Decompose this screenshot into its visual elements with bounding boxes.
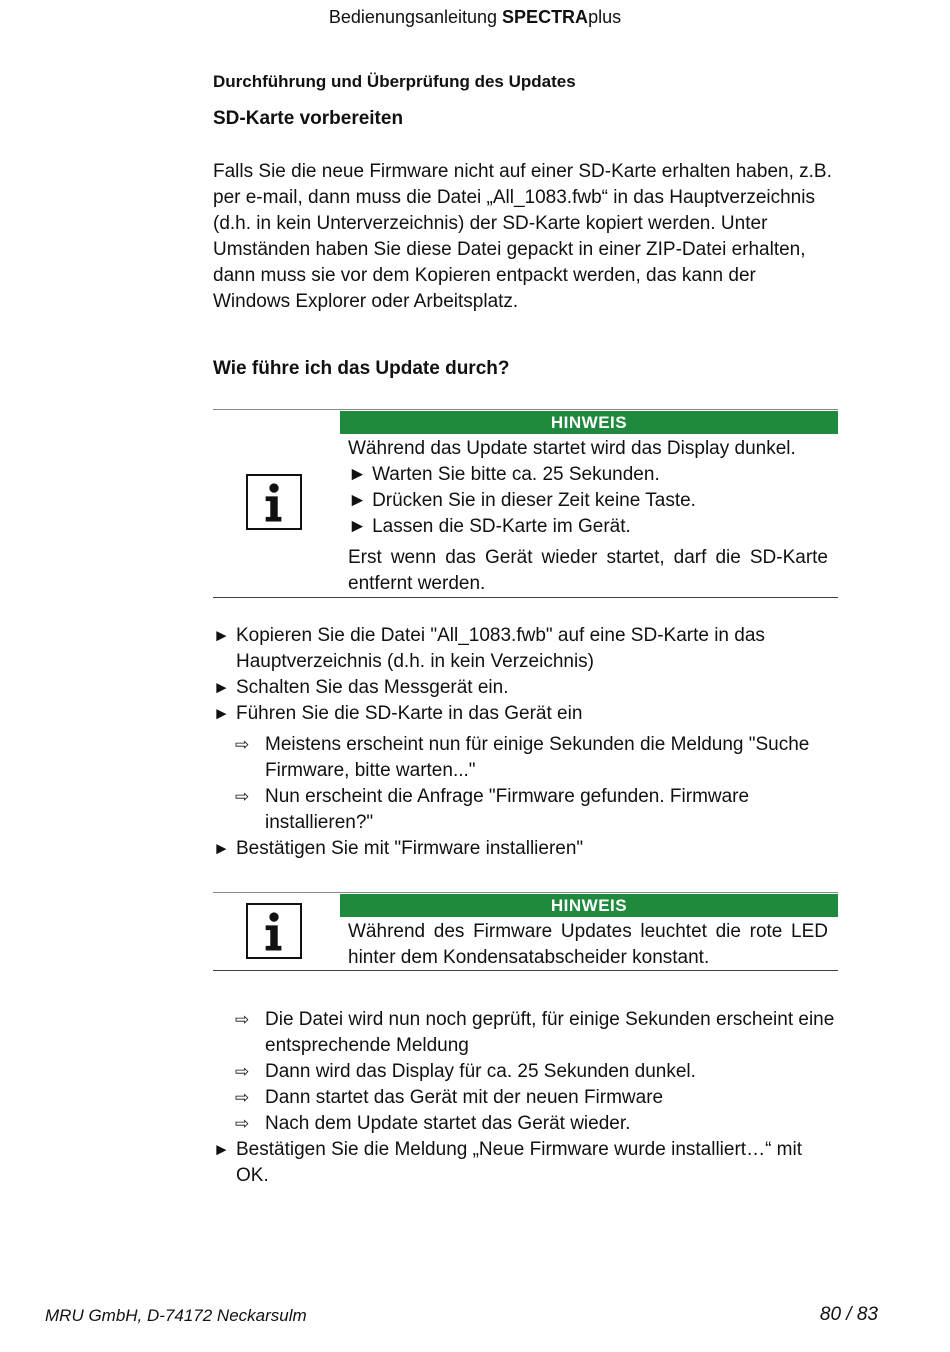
step-text: Bestätigen Sie mit "Firmware installieren" bbox=[236, 838, 584, 859]
result-arrow-icon: ⇨ bbox=[235, 1114, 250, 1133]
notice-label: HINWEIS bbox=[340, 411, 838, 434]
instruction-list-1 bbox=[213, 623, 838, 862]
notice-step: ► Lassen die SD-Karte im Gerät. bbox=[348, 516, 631, 537]
step-item bbox=[213, 1137, 838, 1189]
info-icon bbox=[246, 903, 302, 959]
notice-line: Während das Update startet wird das Display dunkel. bbox=[348, 438, 796, 459]
step-item bbox=[213, 623, 838, 675]
result-item bbox=[213, 732, 838, 784]
result-arrow-icon: ⇨ bbox=[235, 787, 250, 806]
result-item bbox=[213, 1059, 838, 1085]
result-arrow-icon: ⇨ bbox=[235, 1088, 250, 1107]
subsection-title: SD-Karte vorbereiten bbox=[213, 108, 404, 129]
result-text: Die Datei wird nun noch geprüft, für einige Sekunden erscheint eine entsprechende Meldung bbox=[265, 1009, 835, 1056]
result-item bbox=[213, 1111, 838, 1137]
page-number: 80 / 83 bbox=[819, 1304, 878, 1325]
step-marker: ► bbox=[213, 626, 230, 645]
step-text: Bestätigen Sie die Meldung „Neue Firmware wurde installiert…“ mit OK. bbox=[236, 1139, 803, 1186]
notice-box-2 bbox=[213, 892, 838, 971]
footer-company: MRU GmbH, D-74172 Neckarsulm bbox=[45, 1306, 307, 1325]
result-item bbox=[213, 784, 838, 836]
step-marker: ► bbox=[213, 1140, 230, 1159]
step-marker: ► bbox=[213, 704, 230, 723]
intro-paragraph: Falls Sie die neue Firmware nicht auf einer SD-Karte erhalten haben, z.B. per e-mail, dann muss die Datei „All_1083.fwb“ in das Hauptverzeichnis (d.h. in kein Unterverzeichnis) der SD-Karte kopiert werden. Unter Umständen haben Sie diese Datei gepackt in einer ZIP-Datei erhalten, dann muss sie vor dem Kopieren entpackt werden, das kann der Windows Explorer oder Arbeitsplatz. bbox=[213, 161, 832, 312]
result-text: Meistens erscheint nun für einige Sekunden die Meldung "Suche Firmware, bitte warten..." bbox=[265, 734, 810, 781]
header-brand: SPECTRA bbox=[502, 7, 589, 27]
notice-box-1 bbox=[213, 409, 838, 598]
result-text: Nun erscheint die Anfrage "Firmware gefunden. Firmware installieren?" bbox=[265, 786, 750, 833]
result-item bbox=[213, 1007, 838, 1059]
result-item bbox=[213, 1085, 838, 1111]
header-suffix: plus bbox=[588, 7, 622, 27]
header-prefix: Bedienungsanleitung bbox=[328, 7, 503, 27]
notice-step: ► Drücken Sie in dieser Zeit keine Taste. bbox=[348, 490, 696, 511]
step-item bbox=[213, 675, 838, 701]
notice-closing: Erst wenn das Gerät wieder startet, darf die SD-Karte entfernt werden. bbox=[348, 547, 828, 594]
step-text: Schalten Sie das Messgerät ein. bbox=[236, 677, 509, 698]
step-marker: ► bbox=[213, 839, 230, 858]
result-text: Nach dem Update startet das Gerät wieder. bbox=[265, 1113, 631, 1134]
info-icon bbox=[246, 474, 302, 530]
notice-text: Während des Firmware Updates leuchtet die rote LED hinter dem Kondensatabscheider konstant. bbox=[348, 921, 828, 968]
notice-label: HINWEIS bbox=[340, 894, 838, 917]
result-arrow-icon: ⇨ bbox=[235, 1010, 250, 1029]
step-text: Kopieren Sie die Datei "All_1083.fwb" auf eine SD-Karte in das Hauptverzeichnis (d.h. in kein Verzeichnis) bbox=[236, 625, 765, 672]
section-title: Durchführung und Überprüfung des Updates bbox=[213, 72, 576, 91]
question-title: Wie führe ich das Update durch? bbox=[213, 358, 510, 379]
notice-step: ► Warten Sie bitte ca. 25 Sekunden. bbox=[348, 464, 660, 485]
step-marker: ► bbox=[213, 678, 230, 697]
result-arrow-icon: ⇨ bbox=[235, 735, 250, 754]
step-item bbox=[213, 701, 838, 727]
step-text: Führen Sie die SD-Karte in das Gerät ein bbox=[236, 703, 583, 724]
result-text: Dann wird das Display für ca. 25 Sekunden dunkel. bbox=[265, 1061, 696, 1082]
result-arrow-icon: ⇨ bbox=[235, 1062, 250, 1081]
result-text: Dann startet das Gerät mit der neuen Firmware bbox=[265, 1087, 664, 1108]
instruction-list-2 bbox=[213, 1002, 838, 1189]
page-header bbox=[0, 5, 950, 29]
notice-text bbox=[348, 436, 828, 597]
step-item bbox=[213, 836, 838, 862]
